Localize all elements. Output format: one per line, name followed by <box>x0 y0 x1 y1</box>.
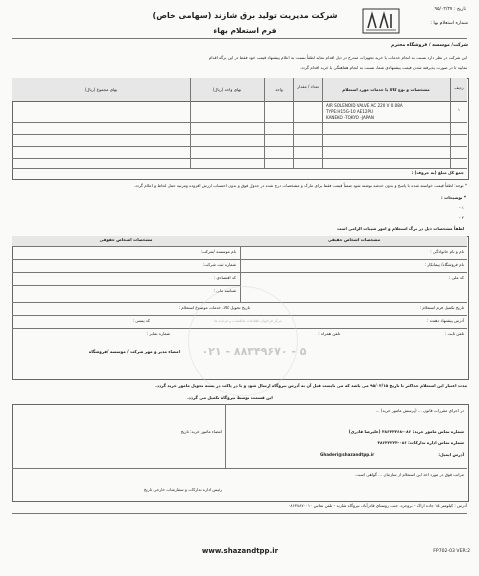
form-title: فرم استعلام بهاء <box>213 26 277 35</box>
col-description: مشخصات و نوع کالا یا خدمات مورد استعلام <box>342 87 430 92</box>
row-1-number: ۱ <box>457 107 461 112</box>
email-address[interactable]: Ghaderi@shazandtpp.ir <box>320 452 375 457</box>
watermark-phone: ۰۲۱ - ۸۸۳۴۹۶۷۰ - ۵ <box>201 345 307 358</box>
note-item-1: ۱ - <box>459 205 464 210</box>
bidder-address: آدرس پیشنهاد دهنده : <box>427 318 464 323</box>
col-unit: واحد <box>275 87 283 92</box>
purchase-officer-phone: شماره تماس مامور خرید: ۰۸۶-۳۸۶۴۴۴۶۸ (علیرضا قادری) <box>348 429 464 434</box>
legal-persons-title: مشخصات اشخاص حقوقی <box>99 237 153 242</box>
col-total: بهای مجموع (ریال) <box>84 87 118 92</box>
row-1-desc-line-1: AIR SOLENOID VALVE AC 220 V 0.08A <box>326 103 403 108</box>
deadline-line: مدت اعتبار این استعلام حداکثر تا تاریخ ۹۵/۰۳/۱۵ می باشد که می بایست قبل آن به آدرس نیروگاه ارسال شود و یا در پاکت در بسته تحویل مامور خرید گردد. <box>155 383 467 388</box>
website-link[interactable]: www.shazandtpp.ir <box>201 547 279 555</box>
certification-line: مراتب فوق در مورد اخذ این استعلام از سازمان ... گواهی است. <box>355 472 464 477</box>
real-field-national-id: کد ملی : <box>448 275 464 280</box>
legal-field-company: نام موسسه /شرکت: <box>200 249 236 254</box>
landline: تلفن ثابت : <box>444 331 464 336</box>
grand-total-in-words: جمع کل مبلغ (به حروف) : <box>411 170 464 175</box>
plant-note: در اجرای مقررات قانون ... (پرسش مامور خرید) ... <box>375 408 464 413</box>
watermark-seal-icon <box>188 286 298 396</box>
signature-label: امضاء مدیر و مهر شرکت / موسسه /فروشگاه <box>88 349 180 354</box>
col-unit-price: بهای واحد (ریال) <box>212 87 242 92</box>
row-1-desc-line-3: KANEKO -TOKYO -JAPAN <box>326 115 374 120</box>
explanations-label: * توضیحات : <box>441 195 466 200</box>
date-label: تاریخ : ۹۵/۰۲/۲۷ <box>434 7 466 12</box>
recipient-label: شرکت/ موسسه / فروشگاه محترم <box>391 43 468 48</box>
legal-field-national-id: شناسه ملی : <box>213 288 236 293</box>
col-quantity: تعداد / مقدار <box>297 84 319 89</box>
fax-number: شماره نمابر : <box>146 331 170 336</box>
note-item-2: ۲ - <box>459 215 464 220</box>
col-row: ردیف <box>454 85 464 90</box>
email-label: آدرس ایمیل: <box>438 452 464 457</box>
plant-only-note: این قسمت توسط نیروگاه تکمیل می گردد. <box>187 395 273 400</box>
postal-code: کد پستی : <box>132 318 150 323</box>
company-name: شرکت مدیریت تولید برق شازند (سهامی خاص) <box>152 11 338 20</box>
real-field-store: نام فروشگاه/ پیمانکار : <box>424 262 464 267</box>
procurement-office-phone: شماره تماس اداره تدارکات: ۰۸۶-۳۸۶۴۲۲۲۴ <box>377 440 464 445</box>
delivery-date: تاریخ تحویل کالا، خدمات موضوع استعلام : <box>178 305 250 310</box>
mobile: تلفن همراه : <box>318 331 340 336</box>
company-logo-icon <box>362 8 400 34</box>
form-completion-date: تاریخ تکمیل فرم استعلام : <box>419 305 464 310</box>
legal-field-registration: شماره ثبت شرکت: <box>202 262 236 267</box>
form-code: FP702-03 VER:2 <box>433 549 470 554</box>
purchase-officer-signature: امضاء مامور خرید: تاریخ <box>180 429 222 434</box>
real-field-name: نام و نام خانوادگی : <box>430 249 464 254</box>
row-1-desc-line-2: TYPE:H15G-10 AE12PU <box>326 109 373 114</box>
plant-address: آدرس : کیلومتر ۱۵ جاده اراک - بروجرد، جنب روستای قادرآباد، نیروگاه شازند - تلفن تماس ۰۸۶۳۸۸۷۰۰۱۰ <box>288 503 467 508</box>
intro-line-1: این شرکت در نظر دارد نسبت به انجام خدمات یا خرید تجهیزات مندرج در ذیل اقدام نماید لطفاً نسبت به اعلام پیشنهاد قیمت خود فقط در این برگه اقدام <box>208 55 467 60</box>
supply-head-signature: رئیس اداره تدارکات و سفارشات خارجی تاریخ <box>143 487 222 492</box>
real-persons-title: مشخصات اشخاص حقیقی <box>327 237 381 242</box>
note-1: * توجه: لطفاً قیمت خواسته شده با پاسخ و بدون خدشه نوشته شود ضمناً قیمت فقط برای مارک و مشخصات درج شده در جدول فوق و بدون احتساب ارزش افزوده ومرتبه حمل لحاظ و اعلام گردد. <box>133 183 467 188</box>
watermark-text: مرکز فراخوان اطلاعات مناقصات و مزایده ها <box>214 319 282 323</box>
mandatory-fields-note: لطفاً مشخصات ذیل در برگ استعلام و امور شیبات الزامی است <box>337 226 464 231</box>
legal-field-economic-code: کد اقتصادی : <box>213 275 236 280</box>
request-number-label: شماره استعلام بها : <box>430 21 468 26</box>
intro-line-2: نمایید تا در صورت پذیرفته شدن قیمت پیشنهادی شما، نسبت به انجام هماهنگی با خرید اقدام گردد. <box>299 65 467 70</box>
